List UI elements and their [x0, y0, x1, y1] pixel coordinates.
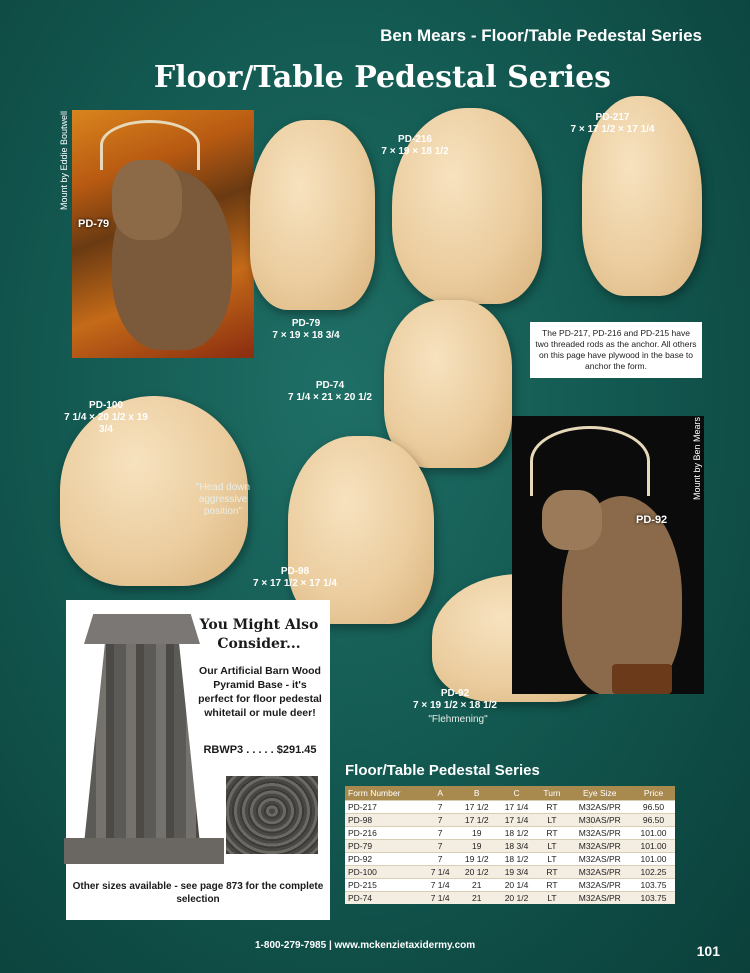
col-turn: Turn	[536, 786, 567, 801]
table-cell: 96.50	[632, 814, 675, 827]
photo-credit-left: Mount by Eddie Boutwell	[59, 110, 69, 210]
pd79-form-image	[250, 120, 375, 310]
promo-footer: Other sizes available - see page 873 for the complete selection	[72, 881, 324, 905]
table-header-row	[345, 786, 675, 801]
page-number: 101	[696, 943, 720, 959]
table-row	[345, 814, 675, 827]
table-cell: 96.50	[632, 801, 675, 814]
table-cell: 7	[423, 814, 456, 827]
promo-description: Our Artificial Barn Wood Pyramid Base - it's perfect for floor pedestal whitetail or mule deer!	[198, 665, 322, 719]
running-head: Ben Mears - Floor/Table Pedestal Series	[380, 26, 702, 45]
table-cell: 102.25	[632, 866, 675, 879]
table-cell: 103.75	[632, 879, 675, 892]
col-form-number: Form Number	[345, 786, 423, 801]
pd79-label: PD-79 7 × 19 × 18 3/4	[272, 318, 340, 341]
table-cell: 19 1/2	[457, 853, 497, 866]
table-cell: 17 1/2	[457, 801, 497, 814]
table-title: Floor/Table Pedestal Series	[345, 762, 540, 779]
table-cell: 7 1/4	[423, 892, 456, 905]
table-cell: M32AS/PR	[568, 840, 632, 853]
table-cell: PD-92	[345, 853, 423, 866]
table-cell: M32AS/PR	[568, 801, 632, 814]
table-cell: 18 1/2	[497, 827, 537, 840]
pd92-flehmening-note: "Flehmening"	[428, 714, 488, 725]
table-cell: M32AS/PR	[568, 853, 632, 866]
table-row	[345, 827, 675, 840]
table-cell: 7 1/4	[423, 879, 456, 892]
table-cell: RT	[536, 879, 567, 892]
table-cell: 17 1/2	[457, 814, 497, 827]
table-cell: 7	[423, 853, 456, 866]
table-cell: M32AS/PR	[568, 892, 632, 905]
table-cell: 20 1/2	[457, 866, 497, 879]
col-c: C	[497, 786, 537, 801]
table-cell: PD-215	[345, 879, 423, 892]
table-cell: RT	[536, 827, 567, 840]
table-cell: RT	[536, 801, 567, 814]
promo-title: You Might Also Consider...	[199, 617, 319, 652]
col-price: Price	[632, 786, 675, 801]
table-cell: M32AS/PR	[568, 827, 632, 840]
table-cell: M32AS/PR	[568, 866, 632, 879]
pd74-label: PD-74 7 1/4 × 21 × 20 1/2	[288, 380, 372, 403]
table-cell: 7	[423, 840, 456, 853]
pd79-mount-photo	[72, 110, 254, 358]
page-title: Floor/Table Pedestal Series	[153, 60, 612, 95]
table-cell: LT	[536, 853, 567, 866]
table-row	[345, 879, 675, 892]
table-cell: 18 1/2	[497, 853, 537, 866]
pd92-label: PD-92 7 × 19 1/2 × 18 1/2	[413, 688, 497, 711]
table-cell: 7	[423, 827, 456, 840]
table-cell: M32AS/PR	[568, 879, 632, 892]
table-cell: PD-216	[345, 827, 423, 840]
table-cell: PD-217	[345, 801, 423, 814]
pd74-form-image	[384, 300, 512, 468]
table-cell: 7	[423, 801, 456, 814]
table-cell: 19	[457, 827, 497, 840]
photo-credit-right: Mount by Ben Mears	[692, 416, 702, 500]
pd100-label: PD-100 7 1/4 × 20 1/2 x 19 3/4	[64, 400, 148, 435]
table-cell: 103.75	[632, 892, 675, 905]
table-cell: LT	[536, 814, 567, 827]
pd92-mount-photo	[512, 416, 704, 694]
table-cell: 19 3/4	[497, 866, 537, 879]
table-cell: 21	[457, 879, 497, 892]
table-row	[345, 801, 675, 814]
pd217-label: PD-217 7 × 17 1/2 × 17 1/4	[570, 112, 655, 135]
table-cell: 101.00	[632, 853, 675, 866]
col-b: B	[457, 786, 497, 801]
pd79-photo-tag: PD-79	[78, 218, 110, 230]
table-cell: 19	[457, 840, 497, 853]
table-cell: PD-100	[345, 866, 423, 879]
footer-contact: 1-800-279-7985 | www.mckenzietaxidermy.com	[255, 940, 476, 951]
pd216-label: PD-216 7 × 19 × 18 1/2	[381, 134, 449, 157]
table-cell: LT	[536, 892, 567, 905]
head-down-note: "Head down aggressive position"	[195, 482, 251, 517]
table-cell: M30AS/PR	[568, 814, 632, 827]
table-cell: 101.00	[632, 840, 675, 853]
pd92-photo-tag: PD-92	[636, 514, 668, 526]
table-cell: PD-98	[345, 814, 423, 827]
promo-box	[66, 600, 330, 920]
barn-wood-swatch-image	[226, 776, 318, 854]
table-row	[345, 853, 675, 866]
table-row	[345, 840, 675, 853]
table-cell: 20 1/4	[497, 879, 537, 892]
col-eye-size: Eye Size	[568, 786, 632, 801]
pd98-label: PD-98 7 × 17 1/2 × 17 1/4	[253, 566, 337, 589]
table-cell: RT	[536, 866, 567, 879]
anchor-note: The PD-217, PD-216 and PD-215 have two threaded rods as the anchor. All others on this page have plywood in the base to anchor the form.	[530, 322, 702, 378]
table-cell: 101.00	[632, 827, 675, 840]
table-row	[345, 866, 675, 879]
table-cell: PD-74	[345, 892, 423, 905]
col-a: A	[423, 786, 456, 801]
pd98-form-image	[288, 436, 434, 624]
table-cell: 21	[457, 892, 497, 905]
table-cell: LT	[536, 840, 567, 853]
table-cell: 7 1/4	[423, 866, 456, 879]
table-cell: 17 1/4	[497, 801, 537, 814]
table-cell: 18 3/4	[497, 840, 537, 853]
table-cell: PD-79	[345, 840, 423, 853]
promo-price: RBWP3 . . . . . $291.45	[203, 744, 317, 756]
price-table	[345, 786, 675, 904]
table-cell: 20 1/2	[497, 892, 537, 905]
table-cell: 17 1/4	[497, 814, 537, 827]
table-row	[345, 892, 675, 905]
